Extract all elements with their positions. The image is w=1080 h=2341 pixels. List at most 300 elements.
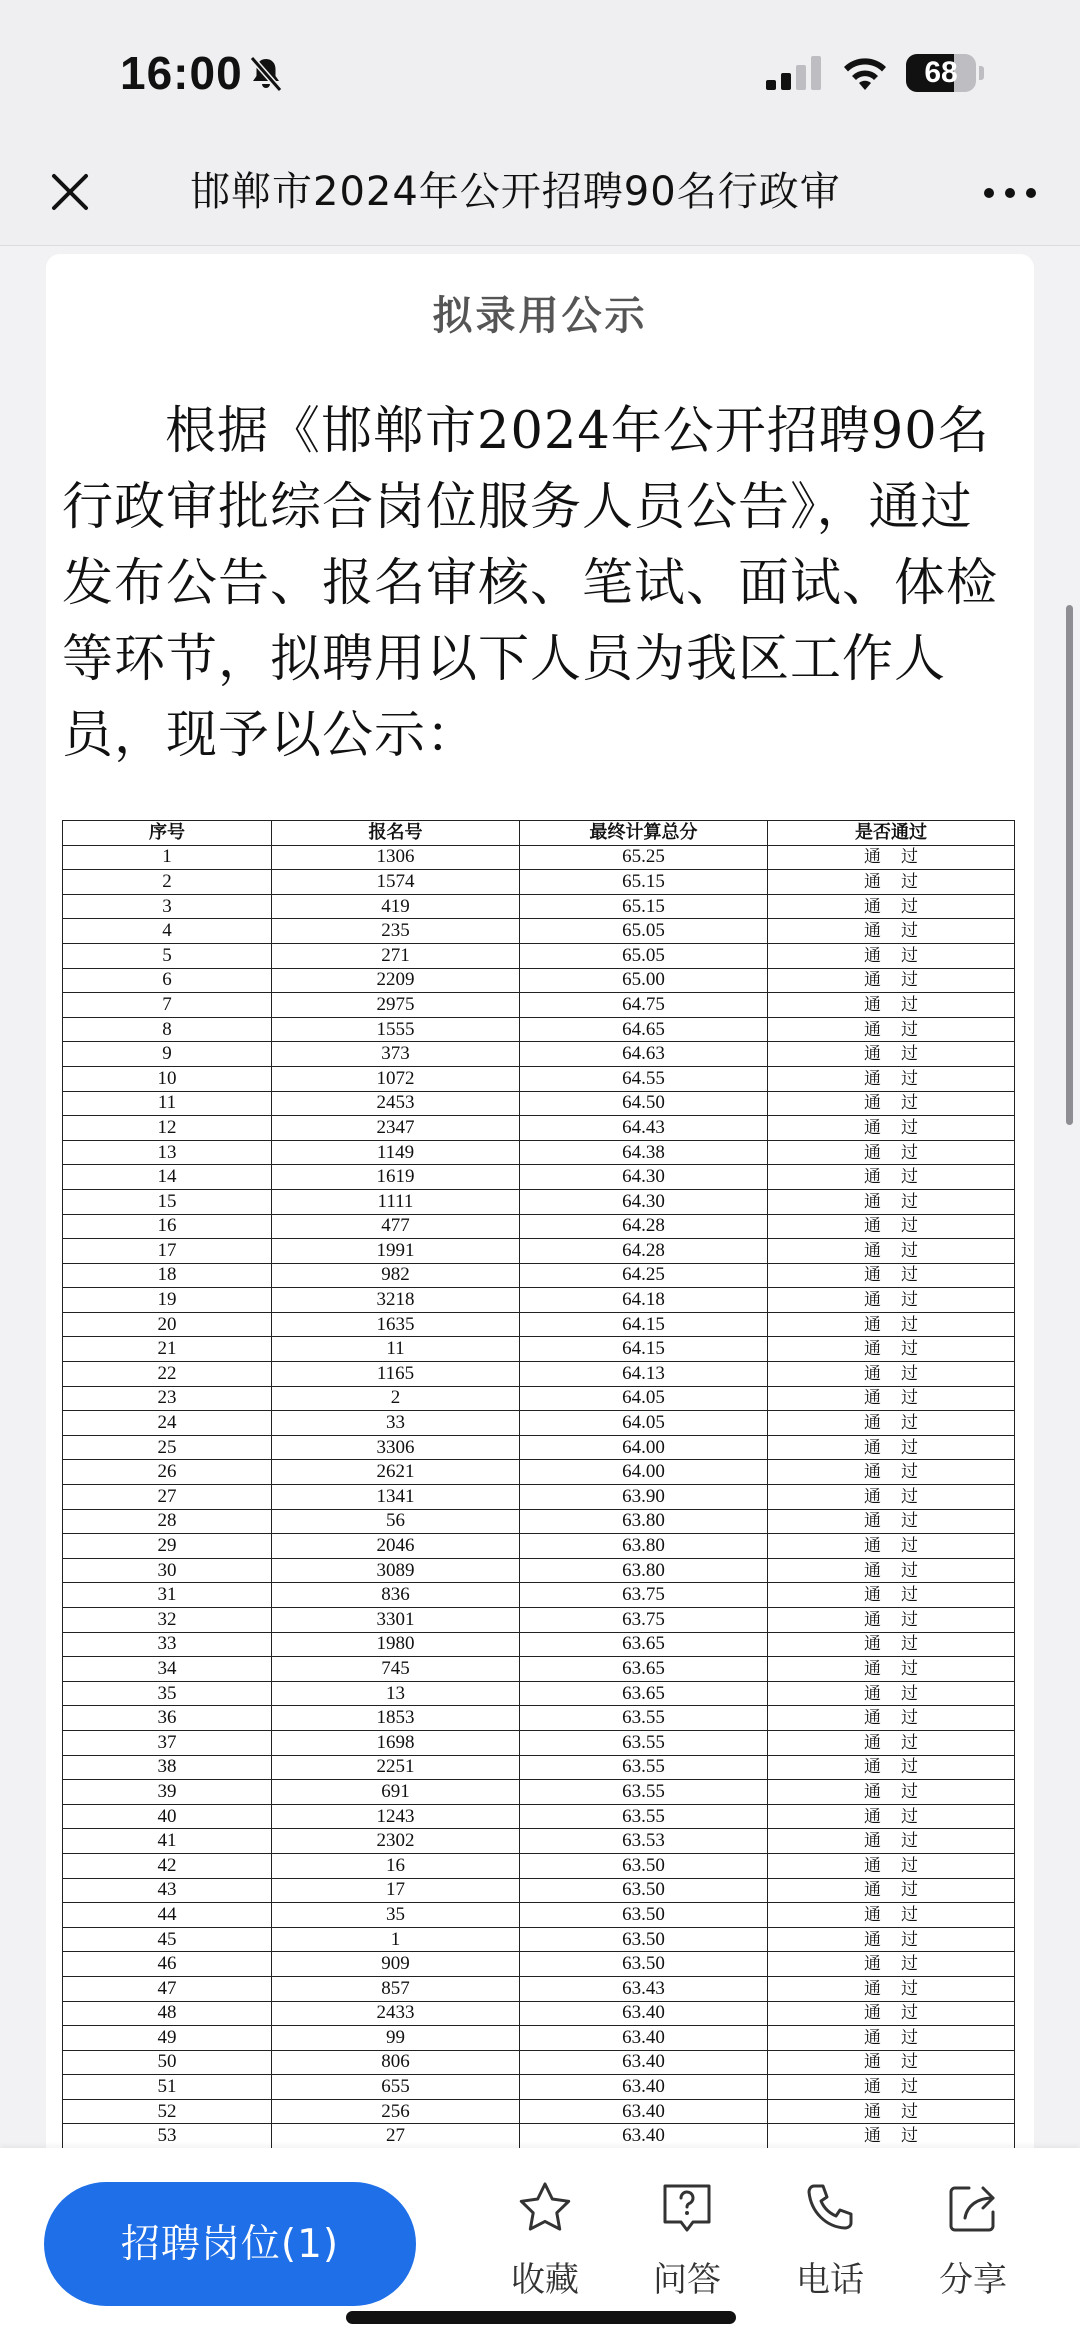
table-row (63, 1411, 1015, 1436)
cell-index: 31 (63, 1583, 272, 1608)
cell-score: 63.55 (520, 1780, 768, 1805)
table-row (63, 1460, 1015, 1485)
cell-reg-number: 1619 (272, 1165, 520, 1190)
battery-icon (906, 54, 986, 92)
cell-reg-number: 16 (272, 1853, 520, 1878)
status-bar (0, 0, 1080, 140)
cell-score: 63.55 (520, 1804, 768, 1829)
cell-score: 63.90 (520, 1485, 768, 1510)
table-row (63, 1755, 1015, 1780)
cell-score: 64.65 (520, 1017, 768, 1042)
cell-passed: 通过 (768, 1534, 1015, 1559)
cell-score: 63.55 (520, 1755, 768, 1780)
cell-score: 63.40 (520, 2050, 768, 2075)
document-title: 拟录用公示 (432, 293, 648, 339)
cell-score: 64.63 (520, 1042, 768, 1067)
cell-score: 64.00 (520, 1435, 768, 1460)
cell-passed: 通过 (768, 1952, 1015, 1977)
cell-index: 36 (63, 1706, 272, 1731)
cell-score: 65.05 (520, 919, 768, 944)
cell-index: 23 (63, 1386, 272, 1411)
home-indicator[interactable] (346, 2311, 736, 2324)
cell-reg-number: 1306 (272, 845, 520, 870)
cell-index: 40 (63, 1804, 272, 1829)
cell-index: 5 (63, 943, 272, 968)
cell-index: 15 (63, 1189, 272, 1214)
cell-passed: 通过 (768, 1632, 1015, 1657)
favorite-label: 收藏 (511, 2260, 579, 2300)
document-paragraph: 根据《邯郸市2024年公开招聘90名行政审批综合岗位服务人员公告》，通过发布公告、报名审核、笔试、面试、体检等环节，拟聘用以下人员为我区工作人员，现予以公示： (62, 402, 999, 765)
star-icon (515, 2178, 575, 2238)
cell-reg-number: 857 (272, 1976, 520, 2001)
cell-passed: 通过 (768, 870, 1015, 895)
cell-score: 64.15 (520, 1312, 768, 1337)
cell-passed: 通过 (768, 1976, 1015, 2001)
table-row (63, 1632, 1015, 1657)
table-row (63, 1362, 1015, 1387)
cell-passed: 通过 (768, 2001, 1015, 2026)
cell-score: 64.28 (520, 1239, 768, 1264)
cell-index: 37 (63, 1730, 272, 1755)
cell-passed: 通过 (768, 1337, 1015, 1362)
table-row (63, 1534, 1015, 1559)
cell-index: 38 (63, 1755, 272, 1780)
cell-score: 64.13 (520, 1362, 768, 1387)
cell-reg-number: 1635 (272, 1312, 520, 1337)
cell-reg-number: 1072 (272, 1066, 520, 1091)
cell-index: 29 (63, 1534, 272, 1559)
cell-reg-number: 982 (272, 1263, 520, 1288)
cell-reg-number: 13 (272, 1681, 520, 1706)
cell-index: 4 (63, 919, 272, 944)
cell-passed: 通过 (768, 1017, 1015, 1042)
header-passed: 是否通过 (768, 821, 1015, 846)
table-row (63, 1903, 1015, 1928)
table-row (63, 1853, 1015, 1878)
cell-passed: 通过 (768, 2124, 1015, 2149)
table-row (63, 1706, 1015, 1731)
cell-score: 64.38 (520, 1140, 768, 1165)
cell-score: 63.40 (520, 2001, 768, 2026)
table-row (63, 894, 1015, 919)
cell-reg-number: 235 (272, 919, 520, 944)
cellular-signal-icon (766, 56, 822, 90)
cell-reg-number: 1165 (272, 1362, 520, 1387)
cell-passed: 通过 (768, 993, 1015, 1018)
cell-index: 48 (63, 2001, 272, 2026)
table-row (63, 919, 1015, 944)
table-row (63, 1952, 1015, 1977)
cell-reg-number: 3301 (272, 1608, 520, 1633)
cell-reg-number: 11 (272, 1337, 520, 1362)
cell-score: 65.15 (520, 870, 768, 895)
cell-passed: 通过 (768, 1042, 1015, 1067)
cell-score: 63.75 (520, 1583, 768, 1608)
cell-index: 45 (63, 1927, 272, 1952)
cell-score: 63.80 (520, 1558, 768, 1583)
table-row (63, 1091, 1015, 1116)
cell-index: 33 (63, 1632, 272, 1657)
cell-passed: 通过 (768, 2099, 1015, 2124)
cell-passed: 通过 (768, 1780, 1015, 1805)
cell-score: 65.05 (520, 943, 768, 968)
cell-passed: 通过 (768, 1116, 1015, 1141)
table-row (63, 1485, 1015, 1510)
cell-passed: 通过 (768, 1460, 1015, 1485)
cell-reg-number: 3218 (272, 1288, 520, 1313)
table-row (63, 1681, 1015, 1706)
cell-passed: 通过 (768, 1509, 1015, 1534)
cell-score: 63.40 (520, 2075, 768, 2100)
wifi-icon (840, 52, 890, 92)
cell-reg-number: 35 (272, 1903, 520, 1928)
cell-reg-number: 1111 (272, 1189, 520, 1214)
cell-index: 25 (63, 1435, 272, 1460)
cell-passed: 通过 (768, 1927, 1015, 1952)
cell-passed: 通过 (768, 1608, 1015, 1633)
cell-reg-number: 909 (272, 1952, 520, 1977)
cell-passed: 通过 (768, 1066, 1015, 1091)
cell-index: 46 (63, 1952, 272, 1977)
cell-reg-number: 1341 (272, 1485, 520, 1510)
cell-index: 50 (63, 2050, 272, 2075)
cell-score: 64.75 (520, 993, 768, 1018)
table-row (63, 1608, 1015, 1633)
cell-index: 42 (63, 1853, 272, 1878)
cell-index: 26 (63, 1460, 272, 1485)
cell-passed: 通过 (768, 1829, 1015, 1854)
cell-index: 2 (63, 870, 272, 895)
cell-score: 63.50 (520, 1903, 768, 1928)
cell-score: 64.18 (520, 1288, 768, 1313)
cell-score: 64.05 (520, 1411, 768, 1436)
cell-index: 1 (63, 845, 272, 870)
cell-reg-number: 1149 (272, 1140, 520, 1165)
cell-reg-number: 477 (272, 1214, 520, 1239)
battery-percent: 68 (924, 56, 958, 89)
table-row (63, 943, 1015, 968)
cell-passed: 通过 (768, 1657, 1015, 1682)
cell-index: 12 (63, 1116, 272, 1141)
cell-index: 27 (63, 1485, 272, 1510)
cell-score: 63.43 (520, 1976, 768, 2001)
favorite-button[interactable] (490, 2178, 600, 2318)
cell-index: 20 (63, 1312, 272, 1337)
cell-reg-number: 2302 (272, 1829, 520, 1854)
cell-passed: 通过 (768, 1386, 1015, 1411)
cell-index: 16 (63, 1214, 272, 1239)
table-row (63, 1386, 1015, 1411)
cell-index: 47 (63, 1976, 272, 2001)
cell-index: 14 (63, 1165, 272, 1190)
cell-passed: 通过 (768, 1091, 1015, 1116)
table-row (63, 1239, 1015, 1264)
table-row (63, 1066, 1015, 1091)
cell-index: 28 (63, 1509, 272, 1534)
cell-score: 63.65 (520, 1681, 768, 1706)
scrollbar[interactable] (1066, 605, 1073, 1125)
qa-button[interactable] (632, 2178, 742, 2318)
cell-reg-number: 691 (272, 1780, 520, 1805)
close-icon[interactable] (46, 168, 94, 216)
cell-reg-number: 2347 (272, 1116, 520, 1141)
cell-passed: 通过 (768, 894, 1015, 919)
table-row (63, 845, 1015, 870)
cell-score: 63.65 (520, 1657, 768, 1682)
table-row (63, 993, 1015, 1018)
bell-muted-icon (246, 54, 286, 94)
table-row (63, 1927, 1015, 1952)
cell-score: 63.50 (520, 1952, 768, 1977)
cell-reg-number: 745 (272, 1657, 520, 1682)
share-label: 分享 (939, 2260, 1007, 2300)
cell-reg-number: 2251 (272, 1755, 520, 1780)
cell-reg-number: 1698 (272, 1730, 520, 1755)
cell-reg-number: 1853 (272, 1706, 520, 1731)
cell-passed: 通过 (768, 1189, 1015, 1214)
header-index: 序号 (63, 821, 272, 846)
cell-index: 32 (63, 1608, 272, 1633)
cell-index: 11 (63, 1091, 272, 1116)
cell-reg-number: 806 (272, 2050, 520, 2075)
cell-index: 22 (63, 1362, 272, 1387)
cell-passed: 通过 (768, 2050, 1015, 2075)
cell-passed: 通过 (768, 1903, 1015, 1928)
cell-passed: 通过 (768, 1730, 1015, 1755)
cell-reg-number: 3089 (272, 1558, 520, 1583)
header-reg-number: 报名号 (272, 821, 520, 846)
cell-score: 63.40 (520, 2124, 768, 2149)
cell-reg-number: 655 (272, 2075, 520, 2100)
cell-index: 49 (63, 2026, 272, 2051)
table-row (63, 2124, 1015, 2149)
cell-reg-number: 373 (272, 1042, 520, 1067)
cell-index: 24 (63, 1411, 272, 1436)
cell-reg-number: 33 (272, 1411, 520, 1436)
cell-passed: 通过 (768, 968, 1015, 993)
cell-score: 64.00 (520, 1460, 768, 1485)
cell-index: 9 (63, 1042, 272, 1067)
cell-score: 63.53 (520, 1829, 768, 1854)
cell-score: 65.00 (520, 968, 768, 993)
cell-index: 41 (63, 1829, 272, 1854)
cell-index: 44 (63, 1903, 272, 1928)
cell-passed: 通过 (768, 1165, 1015, 1190)
table-row (63, 2026, 1015, 2051)
table-row (63, 1189, 1015, 1214)
cell-passed: 通过 (768, 1853, 1015, 1878)
table-row (63, 2099, 1015, 2124)
cell-score: 63.80 (520, 1534, 768, 1559)
cell-score: 63.55 (520, 1706, 768, 1731)
cell-index: 13 (63, 1140, 272, 1165)
cell-reg-number: 271 (272, 943, 520, 968)
cell-passed: 通过 (768, 1239, 1015, 1264)
cell-reg-number: 2621 (272, 1460, 520, 1485)
cell-passed: 通过 (768, 1312, 1015, 1337)
cell-passed: 通过 (768, 943, 1015, 968)
cell-passed: 通过 (768, 1362, 1015, 1387)
cell-index: 8 (63, 1017, 272, 1042)
cell-index: 43 (63, 1878, 272, 1903)
cell-score: 65.15 (520, 894, 768, 919)
phone-icon (800, 2178, 860, 2238)
cell-index: 6 (63, 968, 272, 993)
table-row (63, 1730, 1015, 1755)
cell-reg-number: 1243 (272, 1804, 520, 1829)
cell-score: 64.30 (520, 1165, 768, 1190)
cell-index: 7 (63, 993, 272, 1018)
table-row (63, 968, 1015, 993)
more-icon[interactable] (982, 186, 1038, 200)
table-row (63, 1312, 1015, 1337)
header-total-score: 最终计算总分 (520, 821, 768, 846)
cell-index: 3 (63, 894, 272, 919)
cell-score: 63.40 (520, 2099, 768, 2124)
cell-passed: 通过 (768, 2026, 1015, 2051)
cell-index: 39 (63, 1780, 272, 1805)
cell-score: 63.55 (520, 1730, 768, 1755)
cell-reg-number: 3306 (272, 1435, 520, 1460)
cell-reg-number: 419 (272, 894, 520, 919)
cell-score: 64.43 (520, 1116, 768, 1141)
table-row (63, 1042, 1015, 1067)
cell-passed: 通过 (768, 1263, 1015, 1288)
share-button[interactable] (918, 2178, 1028, 2318)
cell-index: 19 (63, 1288, 272, 1313)
table-row (63, 1435, 1015, 1460)
cell-passed: 通过 (768, 1435, 1015, 1460)
job-positions-button[interactable]: 招聘岗位(1) (44, 2182, 416, 2306)
cell-index: 51 (63, 2075, 272, 2100)
cell-passed: 通过 (768, 845, 1015, 870)
table-row (63, 1017, 1015, 1042)
cell-passed: 通过 (768, 919, 1015, 944)
table-row (63, 1263, 1015, 1288)
document-card (46, 254, 1034, 2154)
share-icon (943, 2178, 1003, 2238)
cell-score: 64.15 (520, 1337, 768, 1362)
status-time: 16:00 (120, 47, 243, 99)
cell-score: 65.25 (520, 845, 768, 870)
cell-passed: 通过 (768, 1706, 1015, 1731)
cell-index: 52 (63, 2099, 272, 2124)
cell-reg-number: 1555 (272, 1017, 520, 1042)
cell-index: 10 (63, 1066, 272, 1091)
cell-reg-number: 27 (272, 2124, 520, 2149)
cell-score: 63.75 (520, 1608, 768, 1633)
cell-passed: 通过 (768, 1878, 1015, 1903)
table-row (63, 1165, 1015, 1190)
table-row (63, 2001, 1015, 2026)
results-table (62, 820, 1015, 2149)
qa-label: 问答 (653, 2260, 721, 2300)
table-body (63, 845, 1015, 2148)
cell-score: 64.28 (520, 1214, 768, 1239)
cell-passed: 通过 (768, 1681, 1015, 1706)
table-row (63, 2050, 1015, 2075)
cell-passed: 通过 (768, 1804, 1015, 1829)
question-icon (657, 2178, 717, 2238)
table-row (63, 1288, 1015, 1313)
table-row (63, 1214, 1015, 1239)
cell-reg-number: 56 (272, 1509, 520, 1534)
cell-reg-number: 2453 (272, 1091, 520, 1116)
table-row (63, 1337, 1015, 1362)
phone-button[interactable] (775, 2178, 885, 2318)
cell-score: 63.80 (520, 1509, 768, 1534)
cell-passed: 通过 (768, 1583, 1015, 1608)
cell-score: 63.50 (520, 1927, 768, 1952)
cell-score: 63.40 (520, 2026, 768, 2051)
cell-score: 63.65 (520, 1632, 768, 1657)
cell-index: 30 (63, 1558, 272, 1583)
cell-reg-number: 2046 (272, 1534, 520, 1559)
cell-score: 64.05 (520, 1386, 768, 1411)
cell-score: 64.55 (520, 1066, 768, 1091)
table-row (63, 1583, 1015, 1608)
cell-score: 63.50 (520, 1853, 768, 1878)
table-row (63, 870, 1015, 895)
table-row (63, 1509, 1015, 1534)
table-row (63, 1976, 1015, 2001)
cell-score: 64.50 (520, 1091, 768, 1116)
cell-index: 21 (63, 1337, 272, 1362)
page-title: 邯郸市2024年公开招聘90名行政审 (190, 169, 841, 215)
table-row (63, 1804, 1015, 1829)
cell-index: 34 (63, 1657, 272, 1682)
cell-passed: 通过 (768, 1755, 1015, 1780)
cell-reg-number: 836 (272, 1583, 520, 1608)
cell-passed: 通过 (768, 1140, 1015, 1165)
cell-score: 64.25 (520, 1263, 768, 1288)
table-row (63, 1140, 1015, 1165)
cell-reg-number: 2975 (272, 993, 520, 1018)
nav-bar (0, 140, 1080, 246)
cell-reg-number: 17 (272, 1878, 520, 1903)
cell-reg-number: 2209 (272, 968, 520, 993)
cell-reg-number: 2 (272, 1386, 520, 1411)
cell-reg-number: 1991 (272, 1239, 520, 1264)
phone-label: 电话 (796, 2260, 864, 2300)
cell-reg-number: 1574 (272, 870, 520, 895)
cell-score: 63.50 (520, 1878, 768, 1903)
table-row (63, 1878, 1015, 1903)
cell-passed: 通过 (768, 1214, 1015, 1239)
cell-passed: 通过 (768, 1485, 1015, 1510)
table-row (63, 1558, 1015, 1583)
cell-reg-number: 1 (272, 1927, 520, 1952)
table-row (63, 1116, 1015, 1141)
cell-reg-number: 2433 (272, 2001, 520, 2026)
cell-passed: 通过 (768, 1558, 1015, 1583)
cell-index: 35 (63, 1681, 272, 1706)
table-row (63, 1780, 1015, 1805)
cell-reg-number: 1980 (272, 1632, 520, 1657)
table-row (63, 2075, 1015, 2100)
cell-passed: 通过 (768, 2075, 1015, 2100)
cell-score: 64.30 (520, 1189, 768, 1214)
table-header-row (63, 821, 1015, 846)
cell-passed: 通过 (768, 1288, 1015, 1313)
cell-index: 18 (63, 1263, 272, 1288)
cell-index: 53 (63, 2124, 272, 2149)
cell-passed: 通过 (768, 1411, 1015, 1436)
cell-reg-number: 99 (272, 2026, 520, 2051)
table-row (63, 1657, 1015, 1682)
cell-reg-number: 256 (272, 2099, 520, 2124)
table-row (63, 1829, 1015, 1854)
